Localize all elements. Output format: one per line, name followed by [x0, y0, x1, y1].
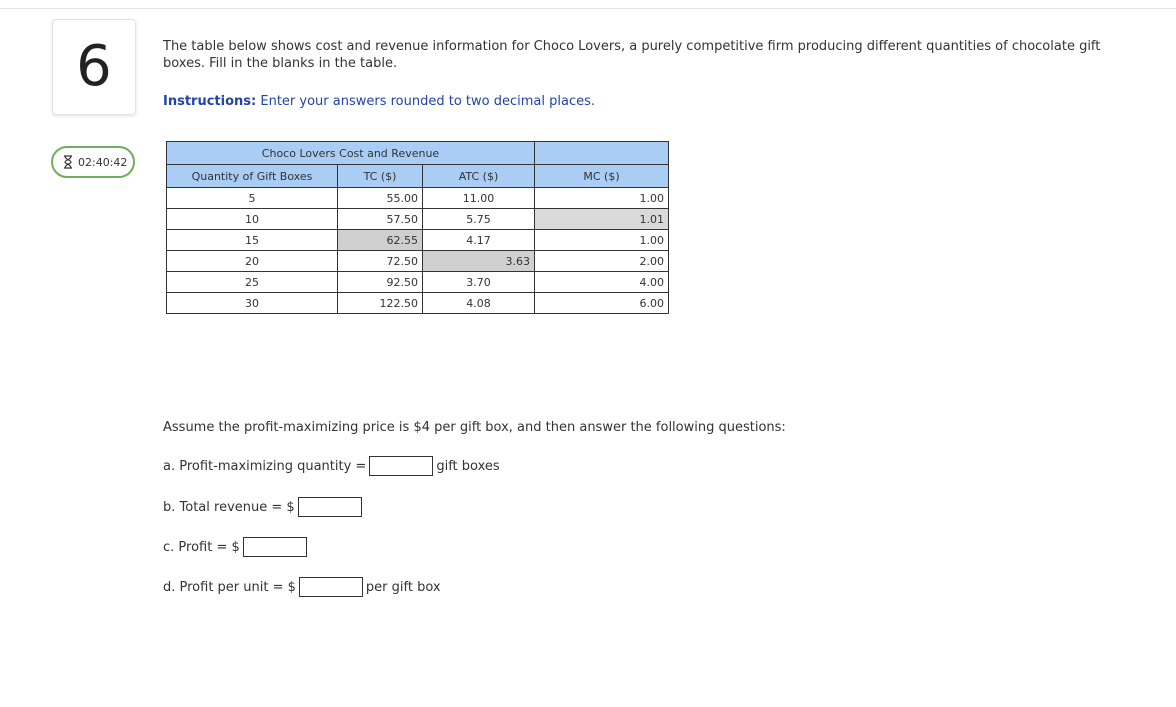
table-row	[167, 209, 669, 230]
tc-input-cell[interactable]: 62.55	[338, 230, 423, 251]
cell-atc: 4.08	[423, 293, 535, 314]
total-revenue-input[interactable]	[298, 497, 362, 517]
question-c	[163, 537, 310, 557]
cell-tc: 92.50	[338, 272, 423, 293]
cell-quantity: 10	[167, 209, 338, 230]
header-quantity: Quantity of Gift Boxes	[167, 165, 338, 188]
cell-atc: 11.00	[423, 188, 535, 209]
mc-input-cell[interactable]: 1.01	[535, 209, 669, 230]
cell-mc: 1.00	[535, 230, 669, 251]
cost-revenue-table	[166, 141, 669, 314]
question-b	[163, 497, 365, 517]
cell-tc: 122.50	[338, 293, 423, 314]
question-b-label: b. Total revenue = $	[163, 499, 295, 515]
cell-tc: 55.00	[338, 188, 423, 209]
header-mc: MC ($)	[535, 165, 669, 188]
cell-quantity: 5	[167, 188, 338, 209]
cell-quantity: 15	[167, 230, 338, 251]
instructions-text: Enter your answers rounded to two decimal places.	[260, 94, 595, 109]
table-row	[167, 272, 669, 293]
question-c-label: c. Profit = $	[163, 539, 240, 555]
cell-atc: 3.70	[423, 272, 535, 293]
instructions	[163, 94, 595, 109]
assumption-text: Assume the profit-maximizing price is $4 per gift box, and then answer the following questions:	[163, 420, 786, 435]
profit-max-quantity-input[interactable]	[369, 456, 433, 476]
question-a-suffix: gift boxes	[436, 458, 500, 474]
cell-mc: 6.00	[535, 293, 669, 314]
cell-quantity: 30	[167, 293, 338, 314]
question-number: 6	[52, 19, 136, 115]
cell-atc: 4.17	[423, 230, 535, 251]
cell-tc: 72.50	[338, 251, 423, 272]
table-title: Choco Lovers Cost and Revenue	[167, 142, 535, 165]
question-prompt: The table below shows cost and revenue information for Choco Lovers, a purely competitive firm producing different quantities of chocolate gift boxes. Fill in the blanks in the table.	[163, 39, 1101, 71]
cell-mc: 4.00	[535, 272, 669, 293]
header-atc: ATC ($)	[423, 165, 535, 188]
profit-input[interactable]	[243, 537, 307, 557]
question-d	[163, 577, 441, 597]
cell-atc: 5.75	[423, 209, 535, 230]
header-tc: TC ($)	[338, 165, 423, 188]
atc-input-cell[interactable]: 3.63	[423, 251, 535, 272]
cell-mc: 2.00	[535, 251, 669, 272]
cell-mc: 1.00	[535, 188, 669, 209]
cell-quantity: 25	[167, 272, 338, 293]
timer-badge	[51, 146, 135, 178]
top-divider	[0, 8, 1176, 9]
table-title-spacer	[535, 142, 669, 165]
instructions-label: Instructions:	[163, 94, 257, 109]
question-d-label: d. Profit per unit = $	[163, 579, 296, 595]
cell-quantity: 20	[167, 251, 338, 272]
question-a	[163, 456, 500, 476]
cell-tc: 57.50	[338, 209, 423, 230]
question-a-label: a. Profit-maximizing quantity =	[163, 458, 367, 474]
timer-value: 02:40:42	[78, 155, 128, 169]
table-row	[167, 251, 669, 272]
table-row	[167, 293, 669, 314]
table-row	[167, 230, 669, 251]
hourglass-icon	[63, 155, 73, 169]
question-d-suffix: per gift box	[365, 579, 441, 595]
table-row	[167, 188, 669, 209]
profit-per-unit-input[interactable]	[299, 577, 363, 597]
